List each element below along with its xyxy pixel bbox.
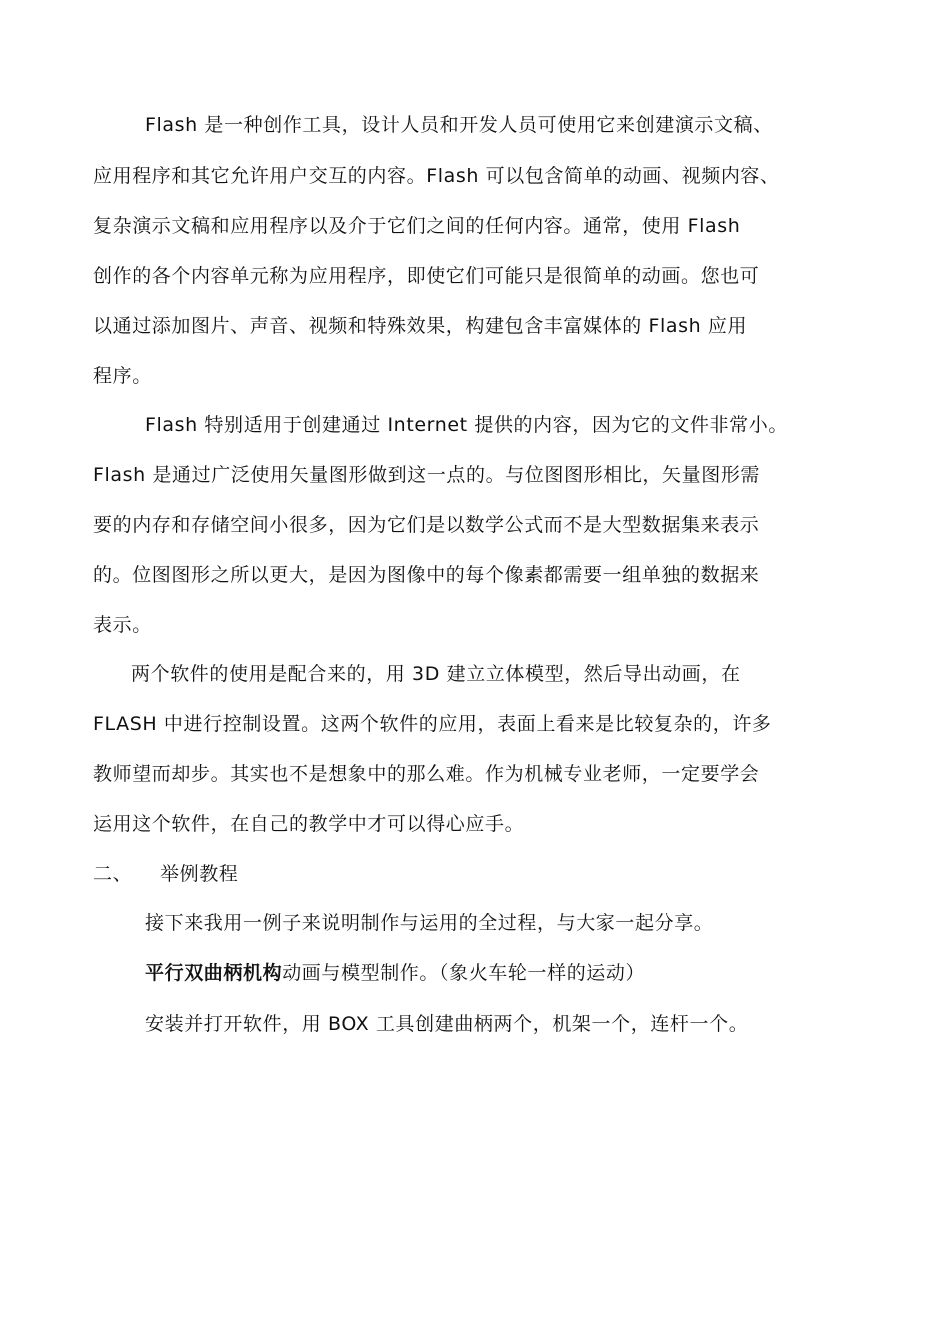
example-title-bold: 平行双曲柄机构 <box>145 962 283 984</box>
paragraph1-line-6: 程序。 <box>93 365 152 387</box>
paragraph3-line-3: 教师望而却步。其实也不是想象中的那么难。作为机械专业老师，一定要学会 <box>93 763 760 785</box>
section-number: 二、 <box>93 863 133 885</box>
paragraph1-line-5: 以通过添加图片、声音、视频和特殊效果，构建包含丰富媒体的 Flash 应用 <box>93 315 748 337</box>
paragraph3-line-2: FLASH 中进行控制设置。这两个软件的应用，表面上看来是比较复杂的，许多 <box>93 713 772 735</box>
paragraph2-line-5: 表示。 <box>93 614 152 636</box>
paragraph2-line-4: 的。位图图形之所以更大，是因为图像中的每个像素都需要一组单独的数据来 <box>93 564 760 586</box>
section-title: 举例教程 <box>160 863 239 885</box>
paragraph1-line-2: 应用程序和其它允许用户交互的内容。Flash 可以包含简单的动画、视频内容、 <box>93 165 780 187</box>
paragraph2-line-2: Flash 是通过广泛使用矢量图形做到这一点的。与位图图形相比，矢量图形需 <box>93 464 761 486</box>
paragraph2-line-3: 要的内存和存储空间小很多，因为它们是以数学公式而不是大型数据集来表示 <box>93 514 760 536</box>
example-line <box>145 961 645 985</box>
intro-line: 接下来我用一例子来说明制作与运用的全过程，与大家一起分享。 <box>145 912 714 934</box>
paragraph3-line-1: 两个软件的使用是配合来的，用 3D 建立立体模型，然后导出动画，在 <box>131 663 741 685</box>
install-line: 安装并打开软件，用 BOX 工具创建曲柄两个，机架一个，连杆一个。 <box>145 1013 749 1035</box>
example-title-rest: 动画与模型制作。（象火车轮一样的运动） <box>282 962 646 984</box>
paragraph3-line-4: 运用这个软件，在自己的教学中才可以得心应手。 <box>93 813 525 835</box>
paragraph1-line-4: 创作的各个内容单元称为应用程序，即使它们可能只是很简单的动画。您也可 <box>93 265 760 287</box>
paragraph2-line-1: Flash 特别适用于创建通过 Internet 提供的内容，因为它的文件非常小。 <box>145 414 788 436</box>
paragraph1-line-3: 复杂演示文稿和应用程序以及介于它们之间的任何内容。通常，使用 Flash <box>93 215 741 237</box>
paragraph1-line-1: Flash 是一种创作工具，设计人员和开发人员可使用它来创建演示文稿、 <box>145 114 773 136</box>
